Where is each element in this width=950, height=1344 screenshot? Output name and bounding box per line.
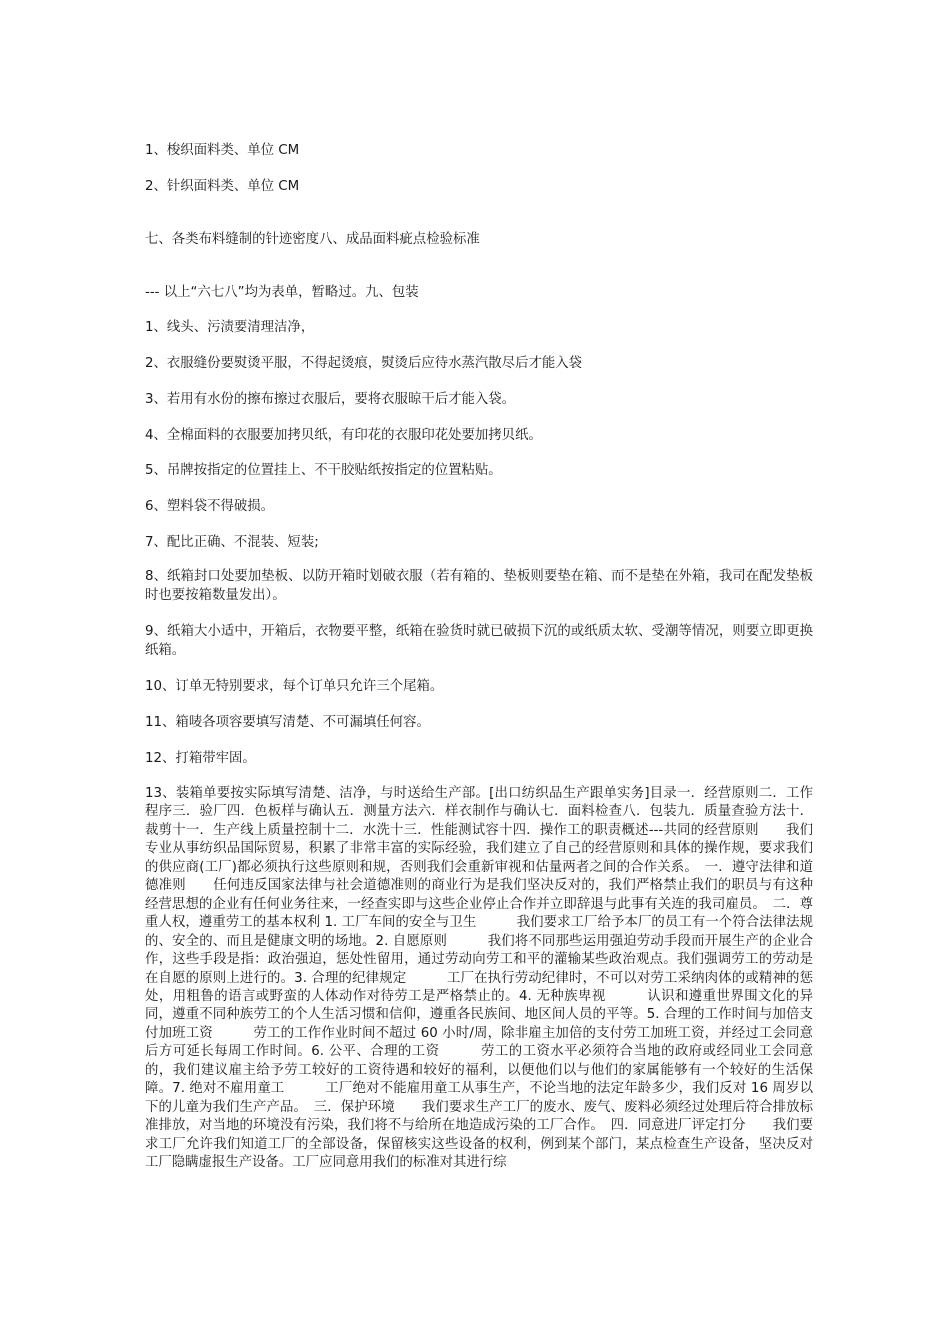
packing-item-8: 8、纸箱封口处要加垫板、以防开箱时划破衣服（若有箱的、垫板则要垫在箱、而不是垫在外箱，我司在配发垫板时也要按箱数量发出）。 — [145, 569, 813, 603]
packing-item-2: 2、衣服缝份要熨烫平服，不得起烫痕，熨烫后应待水蒸汽散尽后才能入袋 — [145, 356, 583, 371]
knit-fabric-line: 2、针织面料类、单位 CM — [145, 179, 300, 194]
packing-item-9: 9、纸箱大小适中，开箱后，衣物要平整，纸箱在验货时就已破损下沉的或纸质太软、受潮等情况，则要立即更换纸箱。 — [145, 624, 813, 658]
woven-fabric-line: 1、梭织面料类、单位 CM — [145, 143, 300, 158]
packing-item-12: 12、打箱带牢固。 — [145, 751, 256, 766]
packing-item-4: 4、全棉面料的衣服要加拷贝纸，有印花的衣服印花处要加拷贝纸。 — [145, 428, 542, 443]
packing-item-11: 11、箱唛各项容要填写清楚、不可漏填任何容。 — [145, 715, 430, 730]
packing-item-10: 10、订单无特别要求，每个订单只允许三个尾箱。 — [145, 679, 444, 694]
packing-item-3: 3、若用有水份的擦布擦过衣服后，要将衣服晾干后才能入袋。 — [145, 392, 516, 407]
section-7-8-heading: 七、各类布料缝制的针迹密度八、成品面料疵点检验标准 — [145, 232, 480, 247]
packing-item-7: 7、配比正确、不混装、短装; — [145, 535, 319, 550]
packing-item-5: 5、吊牌按指定的位置挂上、不干胶贴纸按指定的位置粘贴。 — [145, 463, 502, 478]
packing-item-13-and-contents: 13、装箱单要按实际填写清楚、洁净，与时送给生产部。[出口纺织品生产跟单实务]目录一．经营原则二．工作程序三．验厂四．色板样与确认五．测量方法六．样衣制作与确认七．面料检查八．包装九．质量查验方法十．裁剪十一．生产线上质量控制十二．水洗十三．性能测试容十四．操作工的职责概述---共同的经营原则 我们专业从事纺织品国际贸易，积累了非常丰富的实际经验，我们建立了自己的经营原则和具体的操作规，要求我们的供应商(工厂)都必须执行这些原则和规，否则我们会重新审视和估量两者之间的合作关系。 一．遵守法律和道德准则 任何违反国家法律与社会道德准则的商业行为是我们坚决反对的，我们严格禁止我们的职员与有这种经营思想的企业有任何业务往来，一经查实即与这些企业停止合作并立即辞退与此事有关连的我司雇员。 二．尊重人权，遵重劳工的基本权利 1. 工厂车间的安全与卫生 我们要求工厂给予本厂的员工有一个符合法律法规的、安全的、而且是健康文明的场地。2. 自愿原则 我们将不同那些运用强迫劳动手段而开展生产的企业合作，这些手段是指：政治强迫，惩处性留用，通过劳动向劳工和平的灌输某些政治观点。我们强调劳工的劳动是在自愿的原则上进行的。3. 合理的纪律规定 工厂在执行劳动纪律时，不可以对劳工采纳肉体的或精神的惩处，用粗鲁的语言或野蛮的人体动作对待劳工是严格禁止的。4. 无种族卑视 认识和遵重世界围文化的异同，遵重不同种族劳工的个人生活习惯和信仰，遵重各民族间、地区间人员的平等。5. 合理的工作时间与加倍支付加班工资 劳工的工作作业时间不超过 60 小时/周，除非雇主加倍的支付劳工加班工资，并经过工会同意后方可延长每周工作时间。6. 公平、合理的工资 劳工的工资水平必须符合当地的政府或经同业工会同意的，我们建议雇主给予劳工较好的工资待遇和较好的福利，以便他们以与他们的家属能够有一个较好的生活保障。7. 绝对不雇用童工 工厂绝对不能雇用童工从事生产，不论当地的法定年龄多少，我们反对 16 周岁以下的儿童为我们生产产品。 三．保护环境 我们要求生产工厂的废水、废气、废料必须经过处理后符合排放标准排放，对当地的环境没有污染，我们将不与给所在地造成污染的工厂合作。 四．同意进厂评定打分 我们要求工厂允许我们知道工厂的全部设备，保留核实这些设备的权利，例到某个部门，某点检查生产设备，坚决反对工厂隐瞒虚报生产设备。工厂应同意用我们的标准对其进行综 — [145, 786, 813, 1171]
section-9-packing-heading: --- 以上“六七八”均为表单，暂略过。九、包装 — [145, 285, 419, 300]
packing-item-1: 1、线头、污渍要清理洁净， — [145, 320, 315, 335]
packing-item-6: 6、塑料袋不得破损。 — [145, 499, 275, 514]
